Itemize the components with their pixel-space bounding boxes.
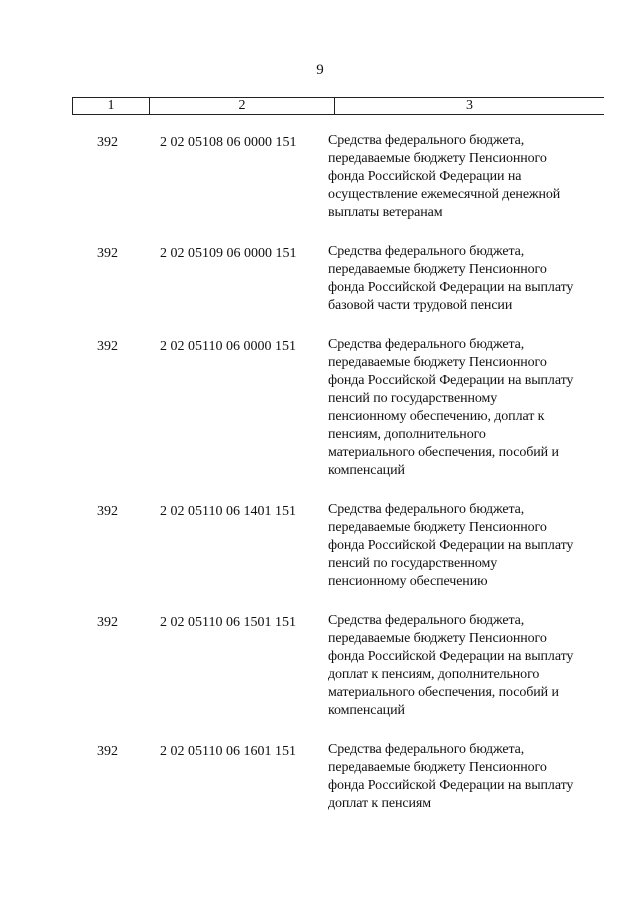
- budget-classification-code: 2 02 05110 06 1601 151: [160, 744, 296, 759]
- table-row: [0, 501, 640, 591]
- admin-code: 392: [97, 615, 118, 630]
- header-col-1: 1: [73, 98, 150, 115]
- budget-classification-code: 2 02 05110 06 1401 151: [160, 504, 296, 519]
- budget-classification-code: 2 02 05109 06 0000 151: [160, 246, 297, 261]
- table-row: [0, 243, 640, 315]
- table-row: [0, 741, 640, 813]
- income-description: Средства федерального бюджета, передаваемые бюджету Пенсионного фонда Российской Федерации на выплату доплат к пенсиям: [328, 742, 574, 811]
- income-description: Средства федерального бюджета, передаваемые бюджету Пенсионного фонда Российской Федерации на выплату базовой части трудовой пенсии: [328, 244, 574, 313]
- budget-classification-code: 2 02 05110 06 0000 151: [160, 339, 296, 354]
- income-description: Средства федерального бюджета, передаваемые бюджету Пенсионного фонда Российской Федерации на выплату доплат к пенсиям, дополнительного материального обеспечения, пособий и компенсаций: [328, 613, 574, 718]
- header-col-3: 3: [335, 98, 605, 115]
- admin-code: 392: [97, 744, 118, 759]
- header-row: [73, 98, 605, 115]
- table-row: [0, 132, 640, 222]
- admin-code: 392: [97, 339, 118, 354]
- budget-classification-code: 2 02 05110 06 1501 151: [160, 615, 296, 630]
- admin-code: 392: [97, 246, 118, 261]
- header-col-2: 2: [150, 98, 335, 115]
- table-row: [0, 336, 640, 480]
- budget-code-list: [0, 132, 640, 834]
- column-header-table: [72, 97, 604, 115]
- income-description: Средства федерального бюджета, передаваемые бюджету Пенсионного фонда Российской Федерации на выплату пенсий по государственному пенсионному обеспечению: [328, 502, 574, 589]
- admin-code: 392: [97, 504, 118, 519]
- income-description: Средства федерального бюджета, передаваемые бюджету Пенсионного фонда Российской Федерации на осуществление ежемесячной денежной выплаты ветеранам: [328, 133, 561, 220]
- income-description: Средства федерального бюджета, передаваемые бюджету Пенсионного фонда Российской Федерации на выплату пенсий по государственному пенсионному обеспечению, доплат к пенсиям, дополнительного материального обеспечения, пособий и компенсаций: [328, 337, 574, 478]
- budget-classification-code: 2 02 05108 06 0000 151: [160, 135, 297, 150]
- table-row: [0, 612, 640, 720]
- page-number: 9: [316, 62, 324, 78]
- admin-code: 392: [97, 135, 118, 150]
